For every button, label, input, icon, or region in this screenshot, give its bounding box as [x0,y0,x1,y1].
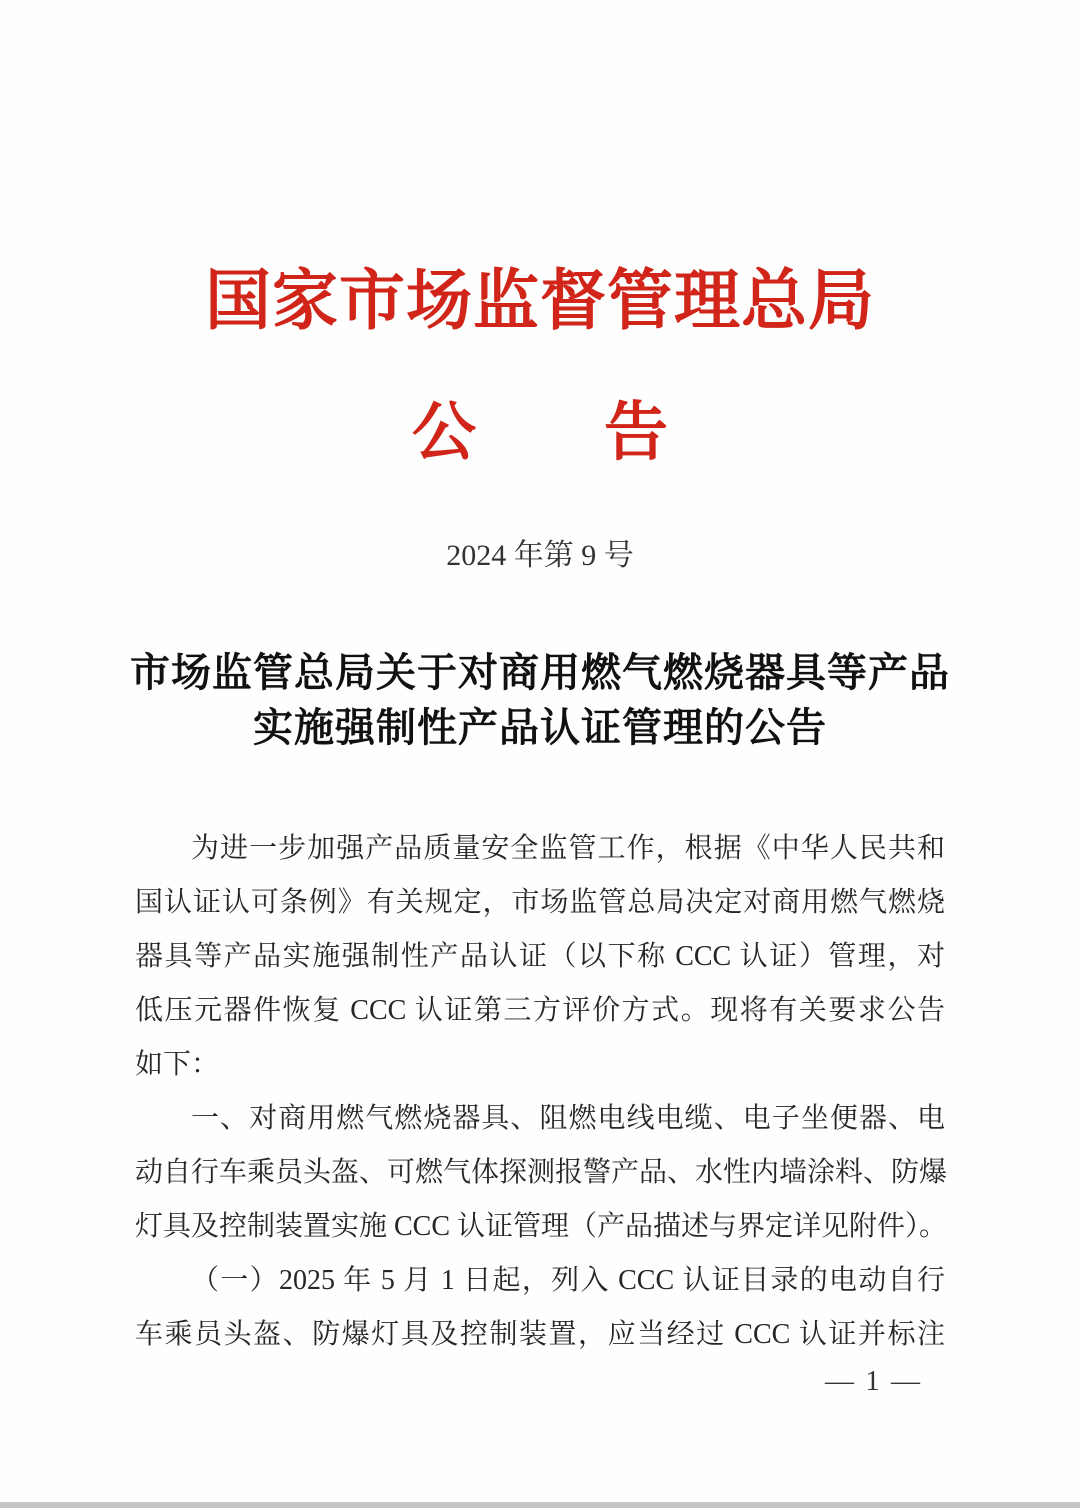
scan-edge-strip [0,1502,1080,1508]
agency-title: 国家市场监督管理总局 [205,265,875,338]
body-text [135,822,948,1362]
paragraph-1-line-5: 如下： [135,1049,220,1080]
document-number: 2024 年第 9 号 [446,539,634,572]
paragraph-3-line-2: 车乘员头盔、防爆灯具及控制装置，应当经过 CCC 认证并标注 [135,1319,945,1350]
announcement-title: 公 告 [412,397,668,468]
paragraph-1-line-2: 国认证认可条例》有关规定，市场监管总局决定对商用燃气燃烧 [135,887,945,918]
subject-heading-line-1: 市场监管总局关于对商用燃气燃烧器具等产品 [130,650,950,695]
paragraph-1-line-1: 为进一步加强产品质量安全监管工作，根据《中华人民共和 [191,833,945,864]
paragraph-3-line-1: （一）2025 年 5 月 1 日起，列入 CCC 认证目录的电动自行 [191,1265,945,1296]
paragraph-2-line-2: 动自行车乘员头盔、可燃气体探测报警产品、水性内墙涂料、防爆 [135,1157,948,1188]
paragraph-2-line-1: 一、对商用燃气燃烧器具、阻燃电线电缆、电子坐便器、电 [191,1103,945,1134]
subject-heading-line-2: 实施强制性产品认证管理的公告 [253,705,827,750]
paragraph-1-line-3: 器具等产品实施强制性产品认证（以下称 CCC 认证）管理，对 [135,941,945,972]
subject-heading [90,645,990,755]
paragraph-1-line-4: 低压元器件恢复 CCC 认证第三方评价方式。现将有关要求公告 [135,995,945,1026]
paragraph-2-line-3: 灯具及控制装置实施 CCC 认证管理（产品描述与界定详见附件）。 [135,1211,948,1242]
page-number: — 1 — [825,1365,922,1397]
